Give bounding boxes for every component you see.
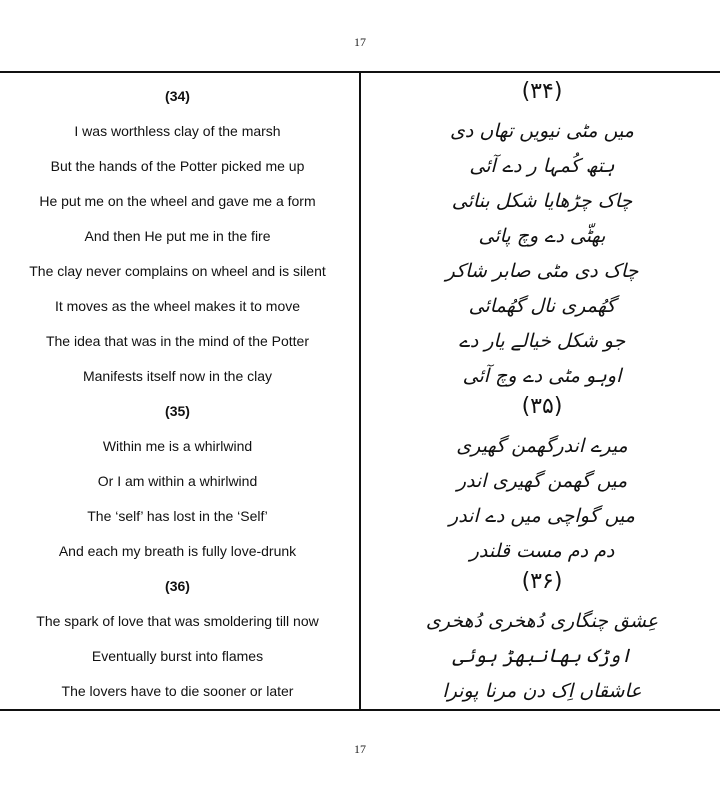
verse-english: The clay never complains on wheel and is silent — [29, 263, 326, 279]
verse-punjabi: ہتھ کُمہا ر دے آئی — [469, 155, 615, 177]
stanza-heading-row — [0, 394, 720, 429]
verse-english: He put me on the wheel and gave me a form — [39, 193, 316, 209]
verse-english: Manifests itself now in the clay — [82, 368, 273, 384]
verse-table — [0, 79, 720, 709]
stanza-number-punjabi: (۳۵) — [521, 394, 563, 419]
verse-punjabi: میرے اندرگھمن گھیری — [456, 435, 628, 457]
verse-row — [0, 429, 720, 464]
stanza-number-english: (36) — [165, 578, 190, 594]
verse-punjabi: دم دم مست قلندر — [469, 540, 615, 562]
verse-english: The ‘self’ has lost in the ‘Self’ — [87, 508, 268, 524]
stanza-number-english: (35) — [165, 403, 190, 419]
verse-english: It moves as the wheel makes it to move — [54, 298, 301, 314]
verse-row — [0, 639, 720, 674]
verse-punjabi: گھُمری نال گھُمائی — [468, 295, 616, 317]
verse-row — [0, 534, 720, 569]
verse-english: And each my breath is fully love-drunk — [58, 543, 297, 559]
verse-row — [0, 114, 720, 149]
verse-english: I was worthless clay of the marsh — [74, 123, 281, 139]
verse-row — [0, 464, 720, 499]
verse-row — [0, 149, 720, 184]
verse-row — [0, 219, 720, 254]
verse-punjabi: میں گواچی میں دے اندر — [449, 505, 635, 527]
verse-english: The idea that was in the mind of the Potter — [45, 333, 310, 349]
page-number-bottom: 17 — [354, 742, 366, 756]
verse-english: Or I am within a whirlwind — [97, 473, 258, 489]
verse-row — [0, 289, 720, 324]
stanza-heading-row — [0, 79, 720, 114]
verse-row — [0, 254, 720, 289]
stanza-number-punjabi: (۳۶) — [521, 569, 563, 594]
table-bottom-rule — [0, 709, 720, 711]
verse-row — [0, 674, 720, 709]
stanza-number-english: (34) — [165, 88, 190, 104]
verse-punjabi: چاک دی مٹی صابر شاکر — [445, 260, 639, 282]
verse-english: But the hands of the Potter picked me up — [50, 158, 305, 174]
verse-punjabi: اوڑک بھانبھڑ ہوئی — [452, 645, 632, 667]
verse-row — [0, 499, 720, 534]
verse-english: Eventually burst into flames — [91, 648, 264, 664]
verse-row — [0, 359, 720, 394]
stanza-number-punjabi: (۳۴) — [521, 79, 563, 104]
verse-row — [0, 604, 720, 639]
verse-english: And then He put me in the fire — [84, 228, 271, 244]
verse-row — [0, 184, 720, 219]
verse-punjabi: اوہو مٹی دے وچ آئی — [462, 365, 622, 387]
verse-punjabi: عاشقاں اِک دن مرنا پونرا — [442, 680, 642, 702]
verse-english: The spark of love that was smoldering till now — [36, 613, 319, 629]
verse-punjabi: چاک چڑھایا شکل بنائی — [451, 190, 633, 212]
verse-punjabi: بھٹّی دے وچ پائی — [478, 225, 606, 247]
verse-punjabi: میں گھمن گھیری اندر — [456, 470, 628, 492]
verse-punjabi: جو شکل خیالے یار دے — [458, 330, 626, 352]
verse-punjabi: میں مٹی نیویں تھاں دی — [450, 120, 634, 142]
verse-row — [0, 324, 720, 359]
verse-english: The lovers have to die sooner or later — [61, 683, 294, 699]
page-number-top: 17 — [354, 35, 366, 49]
verse-punjabi: عِشق چنگاری دُھخری دُھخری — [425, 610, 659, 632]
stanza-heading-row — [0, 569, 720, 604]
verse-english: Within me is a whirlwind — [102, 438, 253, 454]
